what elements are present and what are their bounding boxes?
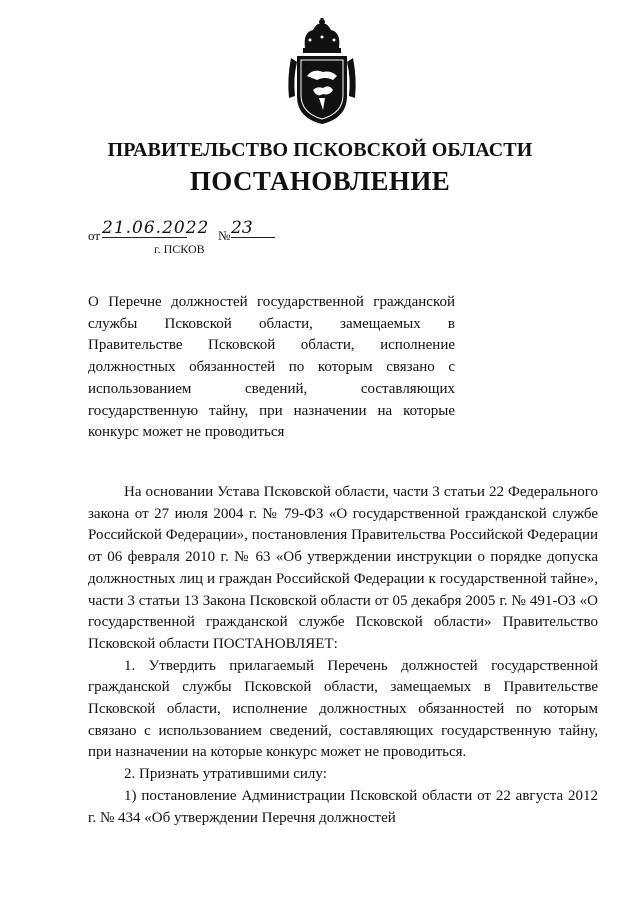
organization-title: ПРАВИТЕЛЬСТВО ПСКОВСКОЙ ОБЛАСТИ (107, 139, 533, 161)
item-2-1-paragraph: 1) постановление Администрации Псковской области от 22 августа 2012 г. № 434 «Об утверждении Перечня должностей (88, 787, 598, 826)
city-label: г. ПСКОВ (154, 242, 205, 256)
item-2-paragraph: 2. Признать утратившими силу: (124, 766, 327, 783)
coat-of-arms-emblem (283, 18, 361, 126)
number-label: № (218, 228, 231, 243)
date-prefix: от (88, 228, 101, 243)
item-1-paragraph: 1. Утвердить прилагаемый Перечень должностей государственной гражданской службы Псковской области, замещаемых в Правительстве Псковской области, исполнение должностных обязанностей по которым связано с использованием сведений, составляющих государственную тайну, при назначении на которые конкурс может не проводиться. (88, 657, 598, 761)
document-type-title: ПОСТАНОВЛЕНИЕ (189, 166, 451, 196)
preamble-paragraph: На основании Устава Псковской области, части 3 статьи 22 Федерального закона от 27 июля 2004 г. № 79-ФЗ «О государственной гражданской службе Российской Федерации», постановления Правительства Российской Федерации от 06 февраля 2010 г. № 63 «Об утверждении инструкции о порядке допуска должностных лиц и граждан Российской Федерации к государственной тайне», части 3 статьи 13 Закона Псковской области от 05 декабря 2005 г. № 491-ОЗ «О государственной гражданской службе Псковской области» Правительство Псковской области ПОСТАНОВЛЯЕТ: (88, 484, 598, 652)
coat-of-arms-icon (283, 18, 361, 126)
document-subject: О Перечне должностей государственной гражданской службы Псковской области, замещаемых в Правительстве Псковской области, исполнение должностных обязанностей по которым связано с использованием сведений, составляющих государственную тайну, при назначении на которые конкурс может не проводиться (88, 294, 455, 441)
document-number: 23 (231, 218, 275, 238)
document-date: 21.06.2022 (102, 218, 210, 238)
document-body (88, 482, 598, 829)
date-number-line (88, 218, 288, 244)
